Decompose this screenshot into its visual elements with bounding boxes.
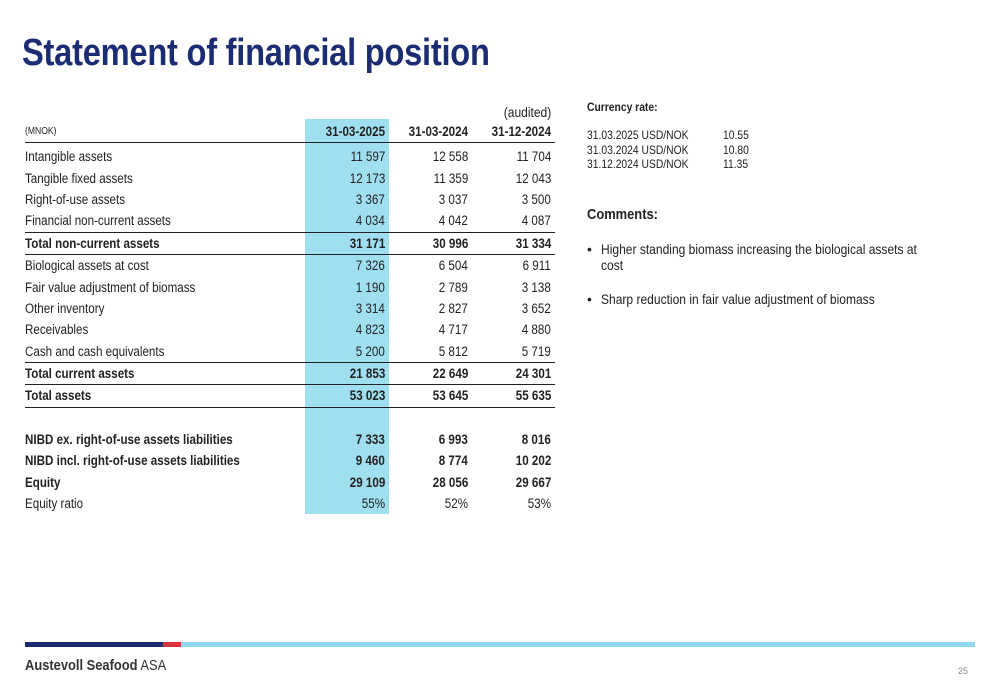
row-value: 11 704 [516,149,551,165]
row-value: 3 037 [438,191,468,207]
row-label: Total assets [25,385,305,407]
table-row [25,167,555,188]
total-row [25,232,555,254]
currency-rate-row: 31.12.2024 USD/NOK 11.35 [587,157,749,171]
column-header: 31-03-2025 [305,120,389,143]
bullet-icon: • [587,241,592,257]
bullet-icon: • [587,291,592,307]
row-value: 3 138 [521,279,551,295]
row-label: Financial non-current assets [25,213,171,229]
row-value: 53 023 [305,385,389,407]
row-value: 5 812 [438,343,468,359]
currency-rate-row: 31.03.2024 USD/NOK 10.80 [587,142,749,157]
footer-bar [25,642,975,647]
row-label: Equity ratio [25,496,84,512]
row-value: 3 367 [355,191,385,207]
row-value: 8 016 [521,431,551,447]
row-value: 3 314 [355,300,385,316]
row-value: 22 649 [389,362,472,384]
audited-row [25,96,555,120]
page-title: Statement of financial position [22,32,490,74]
row-value: 4 880 [521,322,551,338]
row-label: NIBD incl. right-of-use assets liabilities [25,453,240,469]
table-row [25,319,555,340]
row-value: 52% [444,496,468,512]
row-value: 3 500 [521,191,551,207]
row-value: 6 993 [438,431,468,447]
table-row [25,450,555,471]
comments-title: Comments: [587,206,658,223]
row-value: 55 635 [472,385,555,407]
row-label: Tangible fixed assets [25,170,133,186]
row-value: 29 667 [515,474,551,490]
column-header: 31-03-2024 [389,120,472,143]
audited-label: (audited) [503,104,551,120]
row-value: 2 789 [438,279,468,295]
table-row [25,210,555,232]
row-value: 12 173 [349,170,385,186]
row-label: Total current assets [25,362,305,384]
comments-list [587,241,987,325]
row-value: 11 597 [350,149,385,165]
row-value: 31 334 [472,232,555,254]
row-value: 8 774 [438,453,468,469]
table-row [25,493,555,514]
table-row [25,471,555,492]
row-value: 6 504 [438,258,468,274]
table-row [25,143,555,168]
currency-rate-row: 31.03.2025 USD/NOK 10.55 [587,128,749,142]
row-value: 11 359 [433,170,468,186]
currency-rate-title: Currency rate: [587,100,658,114]
total-row [25,362,555,384]
currency-rate-panel [587,100,987,172]
row-value: 4 823 [355,322,385,338]
table-header [25,120,555,143]
row-value: 5 719 [521,343,551,359]
row-value: 4 717 [438,322,468,338]
total-row [25,385,555,407]
row-label: Cash and cash equivalents [25,343,165,359]
row-value: 5 200 [355,343,385,359]
row-value: 7 333 [355,431,385,447]
financial-position-table [25,96,555,514]
table-row [25,254,555,276]
financial-position-table-wrap [25,96,555,514]
row-value: 4 042 [438,213,468,229]
row-value: 12 558 [432,149,468,165]
row-value: 1 190 [355,279,385,295]
row-value: 7 326 [355,258,385,274]
row-label: Equity [25,474,61,490]
table-row [25,298,555,319]
row-value: 6 911 [522,258,551,274]
row-label: Intangible assets [25,149,113,165]
row-value: 53 645 [389,385,472,407]
page-number: 25 [957,666,968,676]
row-label: NIBD ex. right-of-use assets liabilities [25,431,233,447]
comment-item: • Higher standing biomass increasing the biological assets at cost [587,241,917,273]
company-logo-text: Austevoll Seafood ASA [25,657,167,674]
row-label: Biological assets at cost [25,258,149,274]
row-value: 24 301 [472,362,555,384]
table-row [25,189,555,210]
column-header: 31-12-2024 [472,120,555,143]
table-row [25,429,555,450]
row-value: 9 460 [355,453,385,469]
row-value: 53% [527,496,551,512]
row-value: 2 827 [438,300,468,316]
table-row [25,341,555,363]
row-value: 21 853 [305,362,389,384]
row-label: Receivables [25,322,89,338]
row-value: 4 034 [355,213,385,229]
row-value: 30 996 [389,232,472,254]
comment-item: • Sharp reduction in fair value adjustment of biomass [587,291,875,307]
row-label: Right-of-use assets [25,191,126,207]
row-label: Fair value adjustment of biomass [25,279,196,295]
spacer-row [25,407,555,429]
currency-rate-list [587,128,987,172]
table-row [25,276,555,297]
row-value: 55% [361,496,385,512]
row-value: 12 043 [515,170,551,186]
row-value: 28 056 [432,474,468,490]
row-value: 10 202 [515,453,551,469]
row-label: Total non-current assets [25,232,305,254]
row-value: 4 087 [521,213,551,229]
row-label: Other inventory [25,300,105,316]
unit-label: (MNOK) [25,120,305,143]
row-value: 31 171 [305,232,389,254]
row-value: 29 109 [349,474,385,490]
row-value: 3 652 [521,300,551,316]
